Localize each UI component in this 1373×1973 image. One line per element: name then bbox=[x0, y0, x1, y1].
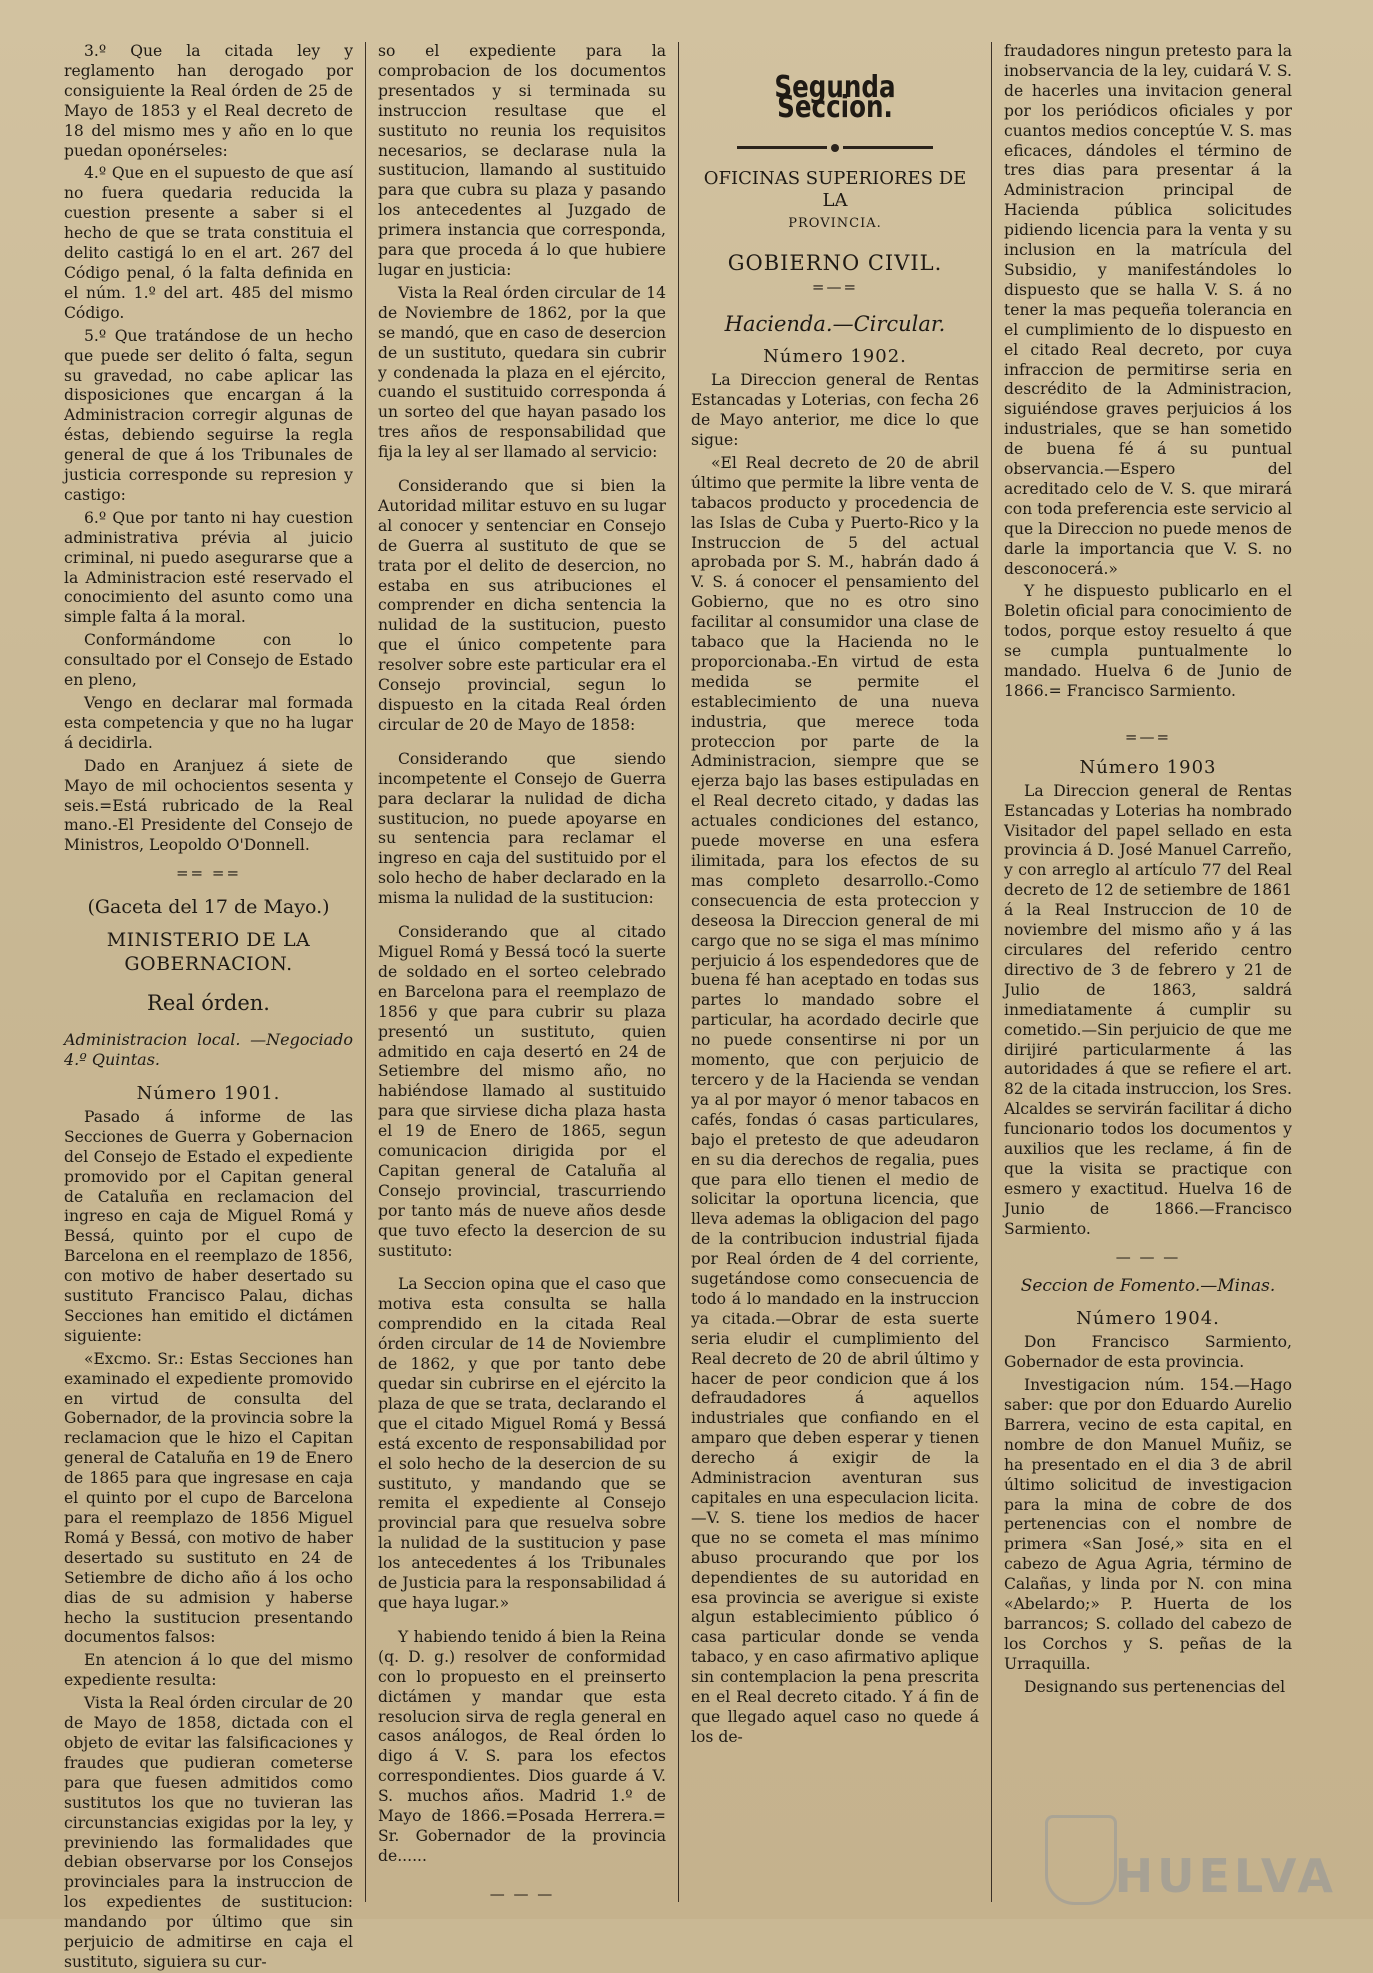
paragraph: Vista la Real órden circular de 14 de Noviembre de 1862, por la que se mandó, que en caso de desercion de un sustituto, quedara sin cubrir y condenada la plaza en el ejército, cuando el sustituido corresponda á un sorteo del que hayan pasado los tres años de responsabilidad que fija la ley al ser llamado al servicio: bbox=[378, 283, 666, 462]
number-heading-1904: Número 1904. bbox=[1076, 1308, 1220, 1330]
paragraph: so el expediente para la comprobacion de los documentos presentados y si terminada su instruccion resultase que el sustituto no reunia los requisitos necesarios, se declarase nula la sustitucion, llamando al sustituido para que cubra su plaza y pasando los antecedentes al Juzgado de primera instancia que corresponda, para que proceda á lo que hubiere lugar en justicia: bbox=[378, 42, 666, 279]
separator: == == bbox=[175, 864, 242, 883]
paragraph: Y habiendo tenido á bien la Reina (q. D. g.) resolver de conformidad con lo propuesto en el preinserto dictámen y mandar que esta resolucion sirva de regla general en casos análogos, de Real órden lo digo á V. S. para los efectos correspondientes. Dios guarde á V. S. muchos años. Madrid 1.º de Mayo de 1866.=Posada Herrera.= Sr. Gobernador de la provincia de...... bbox=[378, 1627, 666, 1865]
number-heading-1903: Número 1903 bbox=[1079, 756, 1217, 778]
gobierno-civil-heading: GOBIERNO CIVIL. bbox=[727, 250, 943, 275]
ministerio-heading: MINISTERIO DE LA GOBERNACION. bbox=[106, 929, 311, 976]
huelva-watermark: HUELVA bbox=[1114, 1849, 1337, 1903]
paragraph: Considerando que siendo incompetente el Consejo de Guerra para declarar la nulidad de dicha sustitucion, no puede apoyarse en su sentencia para reclamar el ingreso en caja del sustituido por el solo hecho de haber declarado en la misma la nulidad de la sustitucion: bbox=[378, 749, 666, 908]
column-2 bbox=[365, 42, 678, 1902]
paragraph: 5.º Que tratándose de un hecho que puede ser delito ó falta, segun su gravedad, no cabe aplicar las disposiciones que encargan á la Administracion corregir algunas de éstas, debiendo seguirse la regla general de que á los Tribunales de justicia corresponde su represion y castigo: bbox=[64, 326, 353, 504]
gaceta-heading: (Gaceta del 17 de Mayo.) bbox=[87, 896, 330, 919]
fomento-minas-heading: Seccion de Fomento.—Minas. bbox=[1020, 1276, 1276, 1297]
paragraph: Conformándome con lo consultado por el Consejo de Estado en pleno, bbox=[64, 631, 353, 690]
paragraph: 3.º Que la citada ley y reglamento han derogado por consiguiente la Real órden de 25 de Mayo de 1853 y el Real decreto de 18 del mismo mes y año en lo que puedan oponérseles: bbox=[64, 42, 353, 160]
paragraph: La Direccion general de Rentas Estancadas y Loterias, con fecha 26 de Mayo anterior, me dice lo que sigue: bbox=[691, 371, 979, 449]
real-orden-heading: Real órden. bbox=[147, 991, 270, 1016]
paragraph: fraudadores ningun pretesto para la inobservancia de la ley, cuidará V. S. de hacerles una invitacion general por los periódicos oficiales y por cuantos medios conceptúe V. S. mas eficaces, dándoles el término de tres dias para presentar á la Administracion principal de Hacienda pública solicitudes pidiendo licencia para la venta y su inclusion en la matrícula del Subsidio, y manifestándoles lo dispuesto que se halla V. S. á no tener la mas pequeña tolerancia en el cumplimiento de lo dispuesto en el citado Real decreto, por cuya infraccion de permitirse seria en descrédito de la Administracion, siguiéndose graves perjuicios á los industriales, que se han sometido de buena fé á su puntual observancia.—Espero del acreditado celo de V. S. que mirará con toda preferencia este servicio al que la Direccion no puede menos de darle la importancia que V. S. no desconocerá.» bbox=[1004, 42, 1292, 578]
paragraph: «Excmo. Sr.: Estas Secciones han examinado el expediente promovido en virtud de consulta del Gobernador, de la provincia sobre la reclamacion que le hizo el Capitan general de Cataluña en 19 de Enero de 1865 para que ingresase en caja el quinto por el cupo de Barcelona para el reemplazo de 1856 Miguel Romá y Bessá, con motivo de haber desertado su sustituto en 24 de Setiembre de dicho año á los ocho dias de su admision y haberse hecho la sustitucion presentando documentos falsos: bbox=[64, 1349, 353, 1647]
hacienda-circular-heading: Hacienda.—Circular. bbox=[724, 312, 946, 337]
paragraph: En atencion á lo que del mismo expediente resulta: bbox=[64, 1651, 353, 1690]
paragraph: Considerando que si bien la Autoridad militar estuvo en su lugar al conocer y sentenciar en Consejo de Guerra al sustituto de que se trata por el delito de desercion, no estaba en sus atribuciones el comprender en dicha sentencia la nulidad de la sustitucion, puesto que el único competente para resolver sobre este particular era el Consejo provincial, segun lo dispuesto en la citada Real órden circular de 20 de Mayo de 1858: bbox=[378, 477, 666, 734]
oficinas-heading: OFICINAS SUPERIORES DE LA bbox=[703, 167, 967, 211]
paragraph: Don Francisco Sarmiento, Gobernador de esta provincia. bbox=[1004, 1333, 1292, 1372]
paragraph: La Seccion opina que el caso que motiva esta consulta se halla comprendido en la citada Real órden circular de 14 de Noviembre de 1862, y que por tanto debe quedar sin cubrirse en el ejército la plaza de que se trata, declarando el que el citado Miguel Romá y Bessá está excento de responsabilidad por el solo hecho de la desercion de su sustituto, y mandando que se remita el expediente al Consejo provincial para que resuelva sobre la nulidad de la sustitucion y pase los antecedentes á los Tribunales de Justicia para la responsabilidad á que haya lugar.» bbox=[378, 1275, 666, 1612]
separator: — — — bbox=[489, 1884, 555, 1903]
column-4 bbox=[991, 42, 1304, 1902]
paragraph: 6.º Que por tanto ni hay cuestion administrativa prévia al juicio criminal, ni puedo asegurarse que a la Administracion esté reservado el conocimiento del asunto como una simple falta á la moral. bbox=[64, 508, 353, 627]
paragraph: Considerando que al citado Miguel Romá y Bessá tocó la suerte de soldado en el sorteo celebrado en Barcelona para el reemplazo de 1856 y que para cubrir su plaza presentó un sustituto, quien admitido en caja desertó en 24 de Setiembre del mismo año, no habiéndose llamado al sustituido para que sirviese dicha plaza hasta el 19 de Enero de 1865, segun comunicacion dirigida por el Capitan general de Cataluña al Consejo provincial, trascurriendo por tanto más de nueve años desde que tuvo efecto la desercion de su sustituto: bbox=[378, 923, 666, 1260]
provincia-heading: PROVINCIA. bbox=[788, 215, 882, 231]
segunda-seccion-heading: Segunda Seccion. bbox=[774, 70, 896, 125]
separator: — — — bbox=[1115, 1247, 1181, 1266]
columns bbox=[52, 42, 1333, 1971]
paragraph: La Direccion general de Rentas Estancadas y Loterias ha nombrado Visitador del papel sellado en esta provincia á D. José Manuel Carreño, y con arreglo al artículo 77 del Real decreto de 12 de setiembre de 1861 á la Real Instruccion de 10 de noviembre del mismo año y á las circulares del referido centro directivo de 3 de febrero y 21 de Julio de 1863, saldrá inmediatamente á cumplir su cometido.—Sin perjuicio de que me dirijiré particularmente á las autoridades á que se refiere el art. 82 de la citada instruccion, los Sres. Alcaldes se servirán facilitar á dicho funcionario todos los documentos y auxilios que les reclame, á fin de que la visita se practique con esmero y exactitud. Huelva 16 de Junio de 1866.—Francisco Sarmiento. bbox=[1004, 781, 1292, 1238]
paragraph: Vista la Real órden circular de 20 de Mayo de 1858, dictada con el objeto de evitar las falsificaciones y fraudes que pudieran cometerse para que fuesen admitidos como sustitutos los que no tuvieran las circunstancias exigidas por la ley, y previniendo las formalidades que debian observarse por los Consejos provinciales para la instruccion de los expedientes de sustitucion: mandando por último que sin perjuicio de admitirse en caja el sustituto, siguiera su cur- bbox=[64, 1694, 353, 1971]
negociado-heading: Administracion local. —Negociado 4.º Quintas. bbox=[64, 1029, 353, 1069]
separator: =—= bbox=[811, 277, 859, 296]
paragraph: «El Real decreto de 20 de abril último que permite la libre venta de tabacos producto y procedencia de las Islas de Cuba y Puerto-Rico y la Instruccion de 5 del actual aprobada por S. M., habrán dado á V. S. á conocer el pensamiento del Gobierno, que no es otro sino facilitar al consumidor una clase de tabaco que la Hacienda no le proporcionaba.-En virtud de esta medida se permite el establecimiento de una nueva industria, que merece toda proteccion por parte de la Administracion, siempre que se ejerza bajo las bases estipuladas en el Real decreto citado, y dadas las actuales condiciones del estanco, puede moverse en una esfera ilimitada, para los efectos de su mas completo desarrollo.-Como consecuencia de esta proteccion y deseosa la Direccion general de mi cargo que no se siga el mas mínimo perjuicio á los espendedores que de buena fé han aceptado en todas sus partes lo mandado sobre el particular, ha acordado decirle que no puede consentirse ni por un momento, que con perjuicio de tercero y de la Hacienda se vendan ya al por mayor ó menor tabacos en cafés, fondas ó casas particulares, bajo el pretesto de que adeudaron en su dia derechos de regalia, pues que para ello tienen el medio de solicitar la oportuna licencia, que lleva ademas la obligacion del pago de la contribucion industrial fijada por Real órden de 4 del corriente, sugetándose como consecuencia de todo á lo mandado en la instruccion ya citada.—Obrar de esta suerte seria eludir el cumplimiento del Real decreto de 20 de abril último y hacer de peor condicion que á los defraudadores á aquellos industriales que confiando en el amparo que deben esperar y tienen derecho á exigir de la Administracion aventuran sus capitales en una especulacion licita.—V. S. tiene los medios de hacer que no se cometa el mas mínimo abuso procurando que por los dependientes de su autoridad en esa provincia se averigue si existe algun establecimiento público ó casa particular donde se venda tabaco, y en caso afirmativo aplique sin contemplacion la pena prescrita en el Real decreto citado. Y á fin de que llegado aquel caso no quede á los de- bbox=[691, 453, 979, 1746]
paragraph: Designando sus pertenencias del bbox=[1024, 1677, 1286, 1696]
ornament-rule bbox=[691, 138, 979, 158]
paragraph: Vengo en declarar mal formada esta competencia y que no ha lugar á decidirla. bbox=[64, 694, 353, 752]
column-3 bbox=[678, 42, 991, 1902]
paragraph: Y he dispuesto publicarlo en el Boletin oficial para conocimiento de todos, porque estoy resuelto á que se cumpla puntualmente lo mandado. Huelva 6 de Junio de 1866.= Francisco Sarmiento. bbox=[1004, 582, 1292, 700]
column-1 bbox=[52, 42, 365, 1971]
paragraph: Pasado á informe de las Secciones de Guerra y Gobernacion del Consejo de Estado el expediente promovido por el Capitan general de Cataluña en reclamacion del ingreso en caja de Miguel Romá y Bessá, quinto por el cupo de Barcelona en el reemplazo de 1856, con motivo de haber desertado su sustituto Francisco Palau, dichas Secciones han emitido el dictámen siguiente: bbox=[64, 1107, 353, 1345]
paragraph: Dado en Aranjuez á siete de Mayo de mil ochocientos sesenta y seis.=Está rubricado de la Real mano.-El Presidente del Consejo de Ministros, Leopoldo O'Donnell. bbox=[64, 756, 353, 855]
separator: =—= bbox=[1124, 727, 1172, 746]
shield-watermark-icon bbox=[1045, 1815, 1117, 1905]
number-heading-1901: Número 1901. bbox=[136, 1082, 281, 1104]
paragraph: Investigacion núm. 154.—Hago saber: que por don Eduardo Aurelio Barrera, vecino de esta capital, en nombre de don Manuel Muñiz, se ha presentado en el dia 3 de abril último solicitud de investigacion para la mina de cobre de dos pertenencias con el nombre de primera «San José,» sita en el cabezo de Agua Agria, término de Calañas, y linda por N. con mina «Abelardo;» P. Huerta de los barrancos; S. collado del cabezo de los Corchos y S. peñas de la Urraquilla. bbox=[1004, 1376, 1292, 1673]
number-heading-1902: Número 1902. bbox=[763, 346, 907, 368]
paragraph: 4.º Que en el supuesto de que así no fuera quedaria reducida la cuestion presente a saber si el hecho de que se trata constituia el delito castigá lo en el art. 267 del Código penal, ó la falta definida en el núm. 1.º del art. 485 del mismo Código. bbox=[64, 164, 353, 322]
